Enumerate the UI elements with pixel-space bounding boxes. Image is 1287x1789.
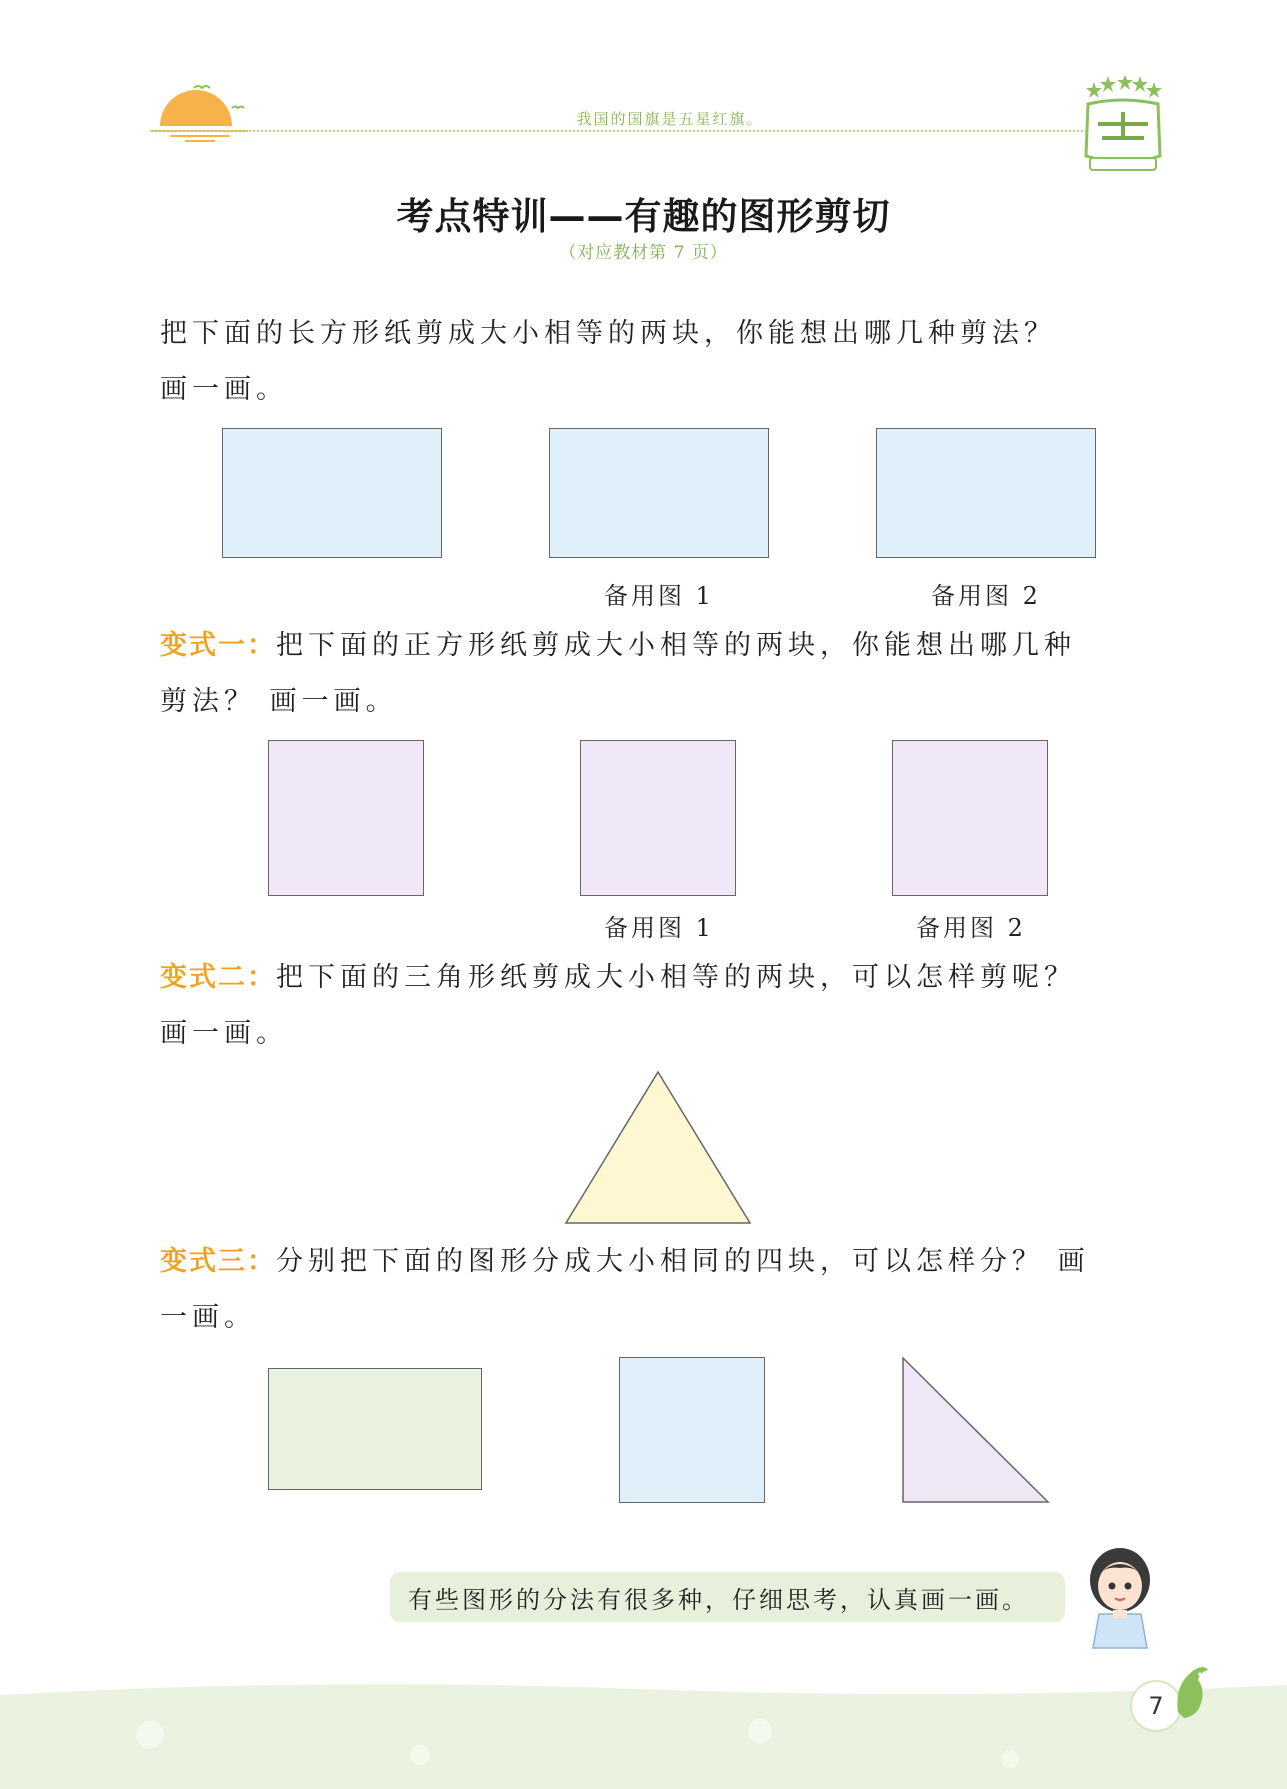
variant-3-line-2: 一画。 bbox=[160, 1302, 256, 1333]
triangle-shape[interactable] bbox=[564, 1070, 752, 1226]
wang-zhaoxia-brand-logo bbox=[1080, 76, 1166, 176]
variant-2-line-1: 把下面的三角形纸剪成大小相等的两块，可以怎样剪呢？ bbox=[276, 962, 1076, 993]
rectangle-spare-1[interactable] bbox=[549, 428, 769, 558]
rectangle-four-parts[interactable] bbox=[268, 1368, 482, 1490]
rectangle-main[interactable] bbox=[222, 428, 442, 558]
caption-square-spare-1: 备用图 1 bbox=[604, 914, 714, 942]
variant-3-label: 变式三： bbox=[160, 1246, 276, 1277]
footer-wave-decoration bbox=[0, 1675, 1287, 1789]
square-spare-1[interactable] bbox=[580, 740, 736, 896]
rectangle-spare-2[interactable] bbox=[876, 428, 1096, 558]
caption-square-spare-2: 备用图 2 bbox=[916, 914, 1026, 942]
page-number: 7 bbox=[1130, 1680, 1182, 1732]
variant-1 bbox=[160, 618, 1160, 730]
variant-2-label: 变式二： bbox=[160, 962, 276, 993]
variant-2-line-2: 画一画。 bbox=[160, 1018, 288, 1049]
square-four-parts[interactable] bbox=[619, 1357, 765, 1503]
variant-3 bbox=[160, 1234, 1160, 1346]
variant-1-line-2: 剪法？ 画一画。 bbox=[160, 686, 398, 717]
variant-2 bbox=[160, 950, 1160, 1062]
variant-1-label: 变式一： bbox=[160, 630, 276, 661]
question-1-line-2: 画一画。 bbox=[160, 374, 288, 405]
page-title: 考点特训——有趣的图形剪切 bbox=[396, 195, 891, 238]
variant-3-line-1: 分别把下面的图形分成大小相同的四块，可以怎样分？ 画 bbox=[276, 1246, 1090, 1277]
header-slogan: 我国的国旗是五星红旗。 bbox=[576, 110, 764, 128]
question-1-line-1: 把下面的长方形纸剪成大小相等的两块，你能想出哪几种剪法？ bbox=[160, 318, 1056, 349]
sun-over-sea-icon bbox=[150, 78, 250, 148]
cartoon-girl-icon bbox=[1075, 1540, 1165, 1650]
page-subtitle: （对应教材第 7 页） bbox=[559, 243, 728, 263]
square-main[interactable] bbox=[268, 740, 424, 896]
tip-text: 有些图形的分法有很多种，仔细思考，认真画一画。 bbox=[408, 1586, 1029, 1614]
question-1 bbox=[160, 306, 1160, 418]
variant-1-line-1: 把下面的正方形纸剪成大小相等的两块，你能想出哪几种 bbox=[276, 630, 1076, 661]
right-triangle-shape[interactable] bbox=[901, 1356, 1051, 1504]
caption-spare-1: 备用图 1 bbox=[604, 582, 714, 610]
dolphin-icon bbox=[1170, 1660, 1214, 1720]
caption-spare-2: 备用图 2 bbox=[931, 582, 1041, 610]
header-divider bbox=[150, 130, 1090, 132]
square-spare-2[interactable] bbox=[892, 740, 1048, 896]
